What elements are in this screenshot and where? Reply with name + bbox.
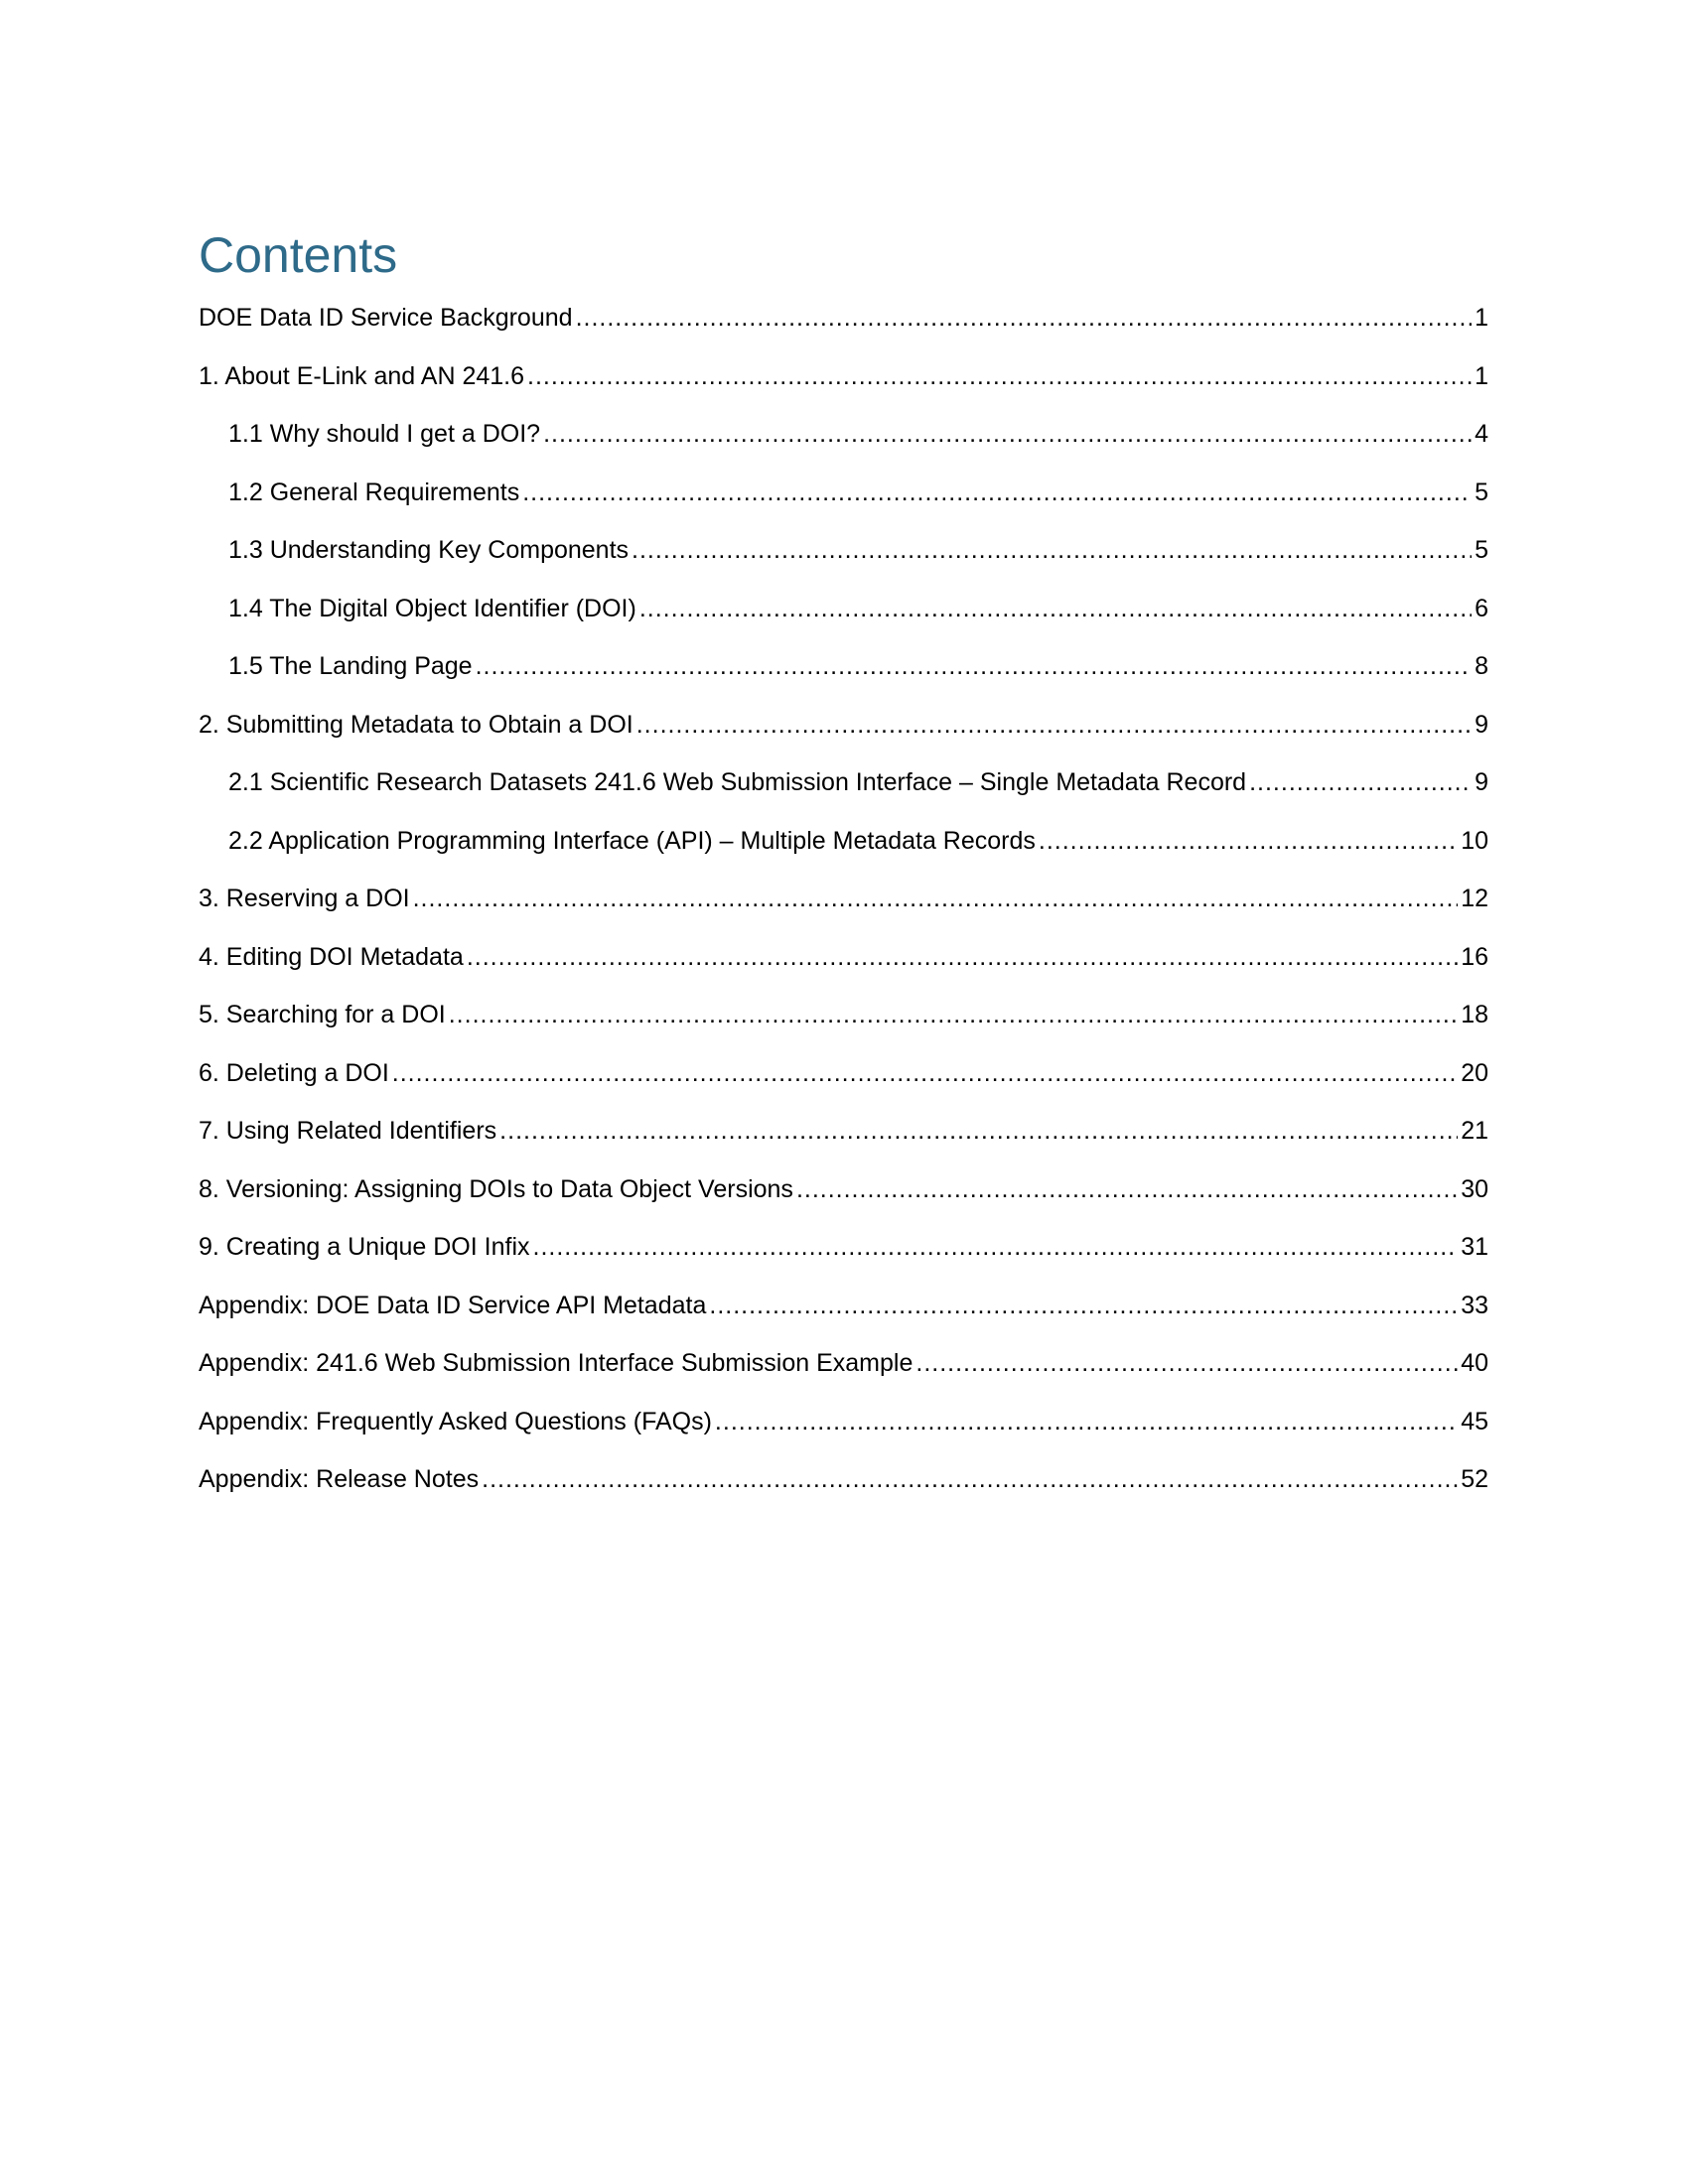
toc-entry-page-number[interactable]: 40 [1461,1349,1488,1377]
toc-entry[interactable] [199,1109,1488,1167]
toc-entry-title[interactable]: 2. Submitting Metadata to Obtain a DOI [199,710,633,739]
toc-entry-page-number[interactable]: 9 [1475,710,1488,739]
dot-leader [709,1284,1458,1327]
toc-entry-page-number[interactable]: 5 [1475,478,1488,506]
toc-entry-title[interactable]: Appendix: 241.6 Web Submission Interface Submission Example [199,1349,914,1377]
toc-entry-page-number[interactable]: 4 [1475,420,1488,448]
dot-leader [449,993,1458,1036]
toc-entry-title[interactable]: Appendix: DOE Data ID Service API Metadata [199,1291,707,1319]
toc-entry[interactable] [199,935,1488,994]
toc-entry[interactable] [199,760,1488,819]
toc-entry[interactable] [199,1225,1488,1284]
dot-leader [533,1225,1459,1269]
dot-leader [413,877,1459,920]
dot-leader [796,1167,1458,1211]
toc-entry-page-number[interactable]: 8 [1475,652,1488,680]
dot-leader [1249,760,1472,804]
toc-entry-page-number[interactable]: 6 [1475,594,1488,622]
toc-entry-title[interactable]: 1.3 Understanding Key Components [228,536,630,564]
toc-entry-page-number[interactable]: 45 [1461,1407,1488,1435]
toc-entry-title[interactable]: 3. Reserving a DOI [199,885,410,912]
dot-leader [522,471,1472,514]
dot-leader [527,354,1472,398]
toc-entry-title[interactable]: 2.2 Application Programming Interface (API) – Multiple Metadata Records [228,826,1036,855]
toc-entry-page-number[interactable]: 33 [1461,1291,1488,1319]
dot-leader [392,1051,1458,1095]
dot-leader [636,703,1472,747]
toc-entry-title[interactable]: 9. Creating a Unique DOI Infix [199,1233,530,1261]
toc-entry[interactable] [199,1341,1488,1400]
toc-entry-page-number[interactable]: 5 [1475,536,1488,564]
toc-entry-page-number[interactable]: 30 [1461,1174,1488,1203]
toc-entry-title[interactable]: 8. Versioning: Assigning DOIs to Data Object Versions [199,1174,793,1203]
toc-entry-title[interactable]: Appendix: Release Notes [199,1465,480,1493]
dot-leader [467,935,1458,979]
toc-entry-title[interactable]: 1.2 General Requirements [228,478,520,506]
toc-entry-page-number[interactable]: 10 [1461,826,1488,855]
dot-leader [639,587,1472,630]
toc-entry-title[interactable]: 2.1 Scientific Research Datasets 241.6 Web Submission Interface – Single Metadata Record [228,768,1247,796]
toc-entry[interactable] [199,703,1488,761]
toc-entry-title[interactable]: 1.1 Why should I get a DOI? [228,420,541,448]
toc-entry-title[interactable]: 4. Editing DOI Metadata [199,942,464,971]
dot-leader [476,644,1473,688]
toc-entry[interactable] [199,877,1488,935]
toc-entry-title[interactable]: 1. About E-Link and AN 241.6 [199,361,525,390]
toc-entry-title[interactable]: DOE Data ID Service Background [199,304,573,332]
toc-entry-page-number[interactable]: 12 [1461,885,1488,912]
toc-entry[interactable] [199,1284,1488,1342]
dot-leader [482,1457,1458,1501]
toc-entry-page-number[interactable]: 1 [1475,361,1488,390]
toc-entry[interactable] [199,354,1488,413]
toc-entry[interactable] [199,471,1488,529]
toc-entry-title[interactable]: 7. Using Related Identifiers [199,1117,497,1145]
toc-entry-page-number[interactable]: 16 [1461,942,1488,971]
toc-entry-title[interactable]: 1.5 The Landing Page [228,652,473,680]
toc-entry[interactable] [199,1457,1488,1516]
toc-entry[interactable] [199,1167,1488,1226]
toc-entry-page-number[interactable]: 52 [1461,1465,1488,1493]
toc-heading: Contents [199,227,398,283]
dot-leader [543,412,1472,456]
toc-entry-title[interactable]: 6. Deleting a DOI [199,1058,389,1087]
dot-leader [576,296,1473,340]
toc-entry[interactable] [199,412,1488,471]
dot-leader [1039,819,1458,863]
toc-entry[interactable] [199,1051,1488,1110]
toc-entry[interactable] [199,528,1488,587]
dot-leader [499,1109,1458,1153]
toc-entry-page-number[interactable]: 21 [1461,1117,1488,1145]
dot-leader [715,1400,1458,1443]
toc-entry-page-number[interactable]: 20 [1461,1058,1488,1087]
toc-entry[interactable] [199,587,1488,645]
toc-entry-title[interactable]: Appendix: Frequently Asked Questions (FAQs) [199,1407,712,1435]
dot-leader [632,528,1472,572]
toc-entry-title[interactable]: 5. Searching for a DOI [199,1001,446,1028]
toc-entry[interactable] [199,1400,1488,1458]
toc-entry[interactable] [199,993,1488,1051]
toc-entry-page-number[interactable]: 31 [1461,1233,1488,1261]
table-of-contents [199,296,1488,1516]
toc-entry[interactable] [199,819,1488,878]
toc-entry[interactable] [199,296,1488,354]
toc-entry-page-number[interactable]: 9 [1475,768,1488,796]
toc-entry[interactable] [199,644,1488,703]
toc-entry-page-number[interactable]: 1 [1475,304,1488,332]
toc-entry-title[interactable]: 1.4 The Digital Object Identifier (DOI) [228,594,636,622]
dot-leader [915,1341,1458,1385]
toc-entry-page-number[interactable]: 18 [1461,1001,1488,1028]
